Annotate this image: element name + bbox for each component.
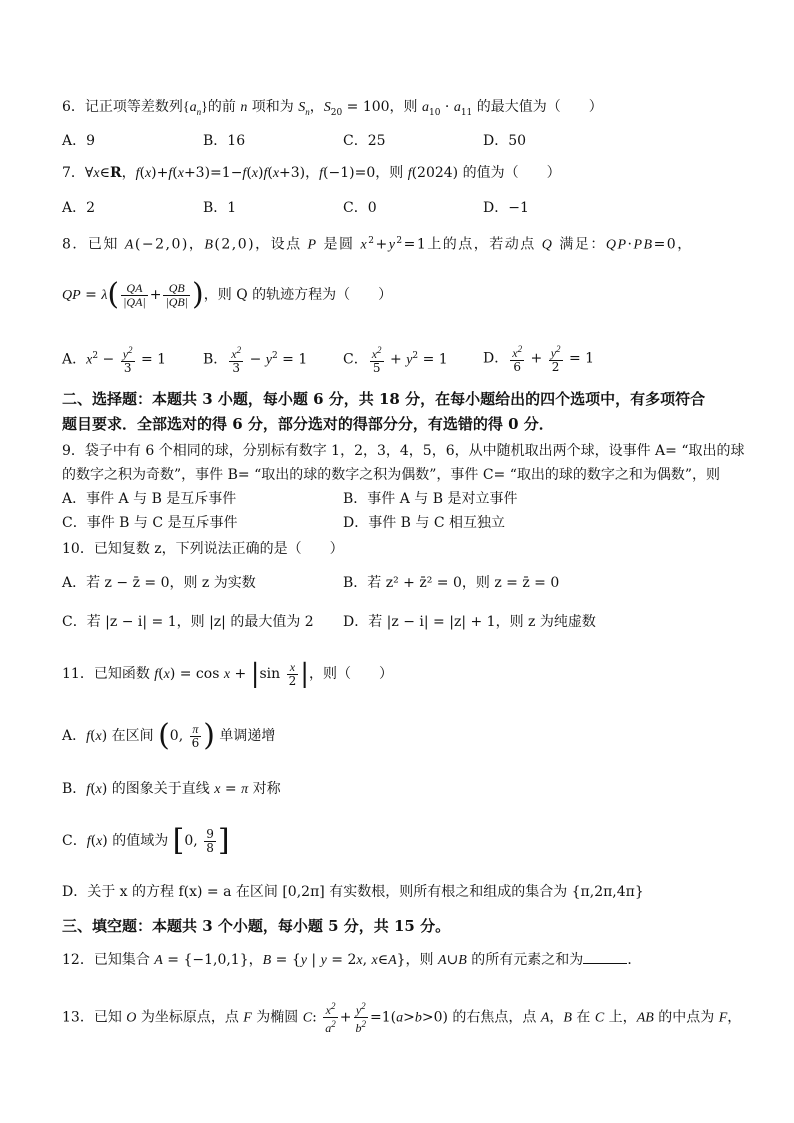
q9-option-a: A．事件 A 与 B 是互斥事件 — [62, 491, 237, 507]
section2-heading-line2: 题目要求．全部选对的得 6 分，部分选对的得部分分，有选错的得 0 分． — [62, 415, 554, 433]
q9-option-c: C．事件 B 与 C 是互斥事件 — [62, 515, 238, 531]
q10-option-c: C．若 |z − i| = 1，则 |z| 的最大值为 2 — [62, 614, 314, 630]
q9-option-b: B．事件 A 与 B 是对立事件 — [343, 491, 518, 507]
q7-option-a: A．2 — [62, 200, 96, 216]
q8-stem-line2: QP = λ( $\frac{QA}{|QA|}$ + $\frac{QB}{|QB|}$ )，则 Q 的轨迹方程为（ ） — [62, 277, 393, 312]
section3-heading: 三、填空题：本题共 3 个小题，每小题 5 分，共 15 分。 — [62, 917, 451, 935]
q10-stem: 10．已知复数 z，下列说法正确的是（ ） — [62, 541, 344, 557]
q8-option-a: A．$x^2$ − $\frac{y^2}{3}$ = 1 — [62, 345, 167, 376]
q8-option-d: D． $\frac{x^2}{6}$ + $\frac{y^2}{2}$ = 1 — [483, 344, 595, 374]
q6-option-a: A．9 — [62, 133, 96, 149]
q10-option-b: B．若 z² + z̄² = 0，则 z = z̄ = 0 — [343, 575, 560, 591]
q10-option-d: D．若 |z − i| = |z| + 1，则 z 为纯虚数 — [343, 614, 596, 630]
q6-stem: 6．记正项等差数列$\{a_n\}$的前 n 项和为 $S_n$，$S_{20} = 100$，则 $a_{10} \cdot a_{11}$ 的最大值为（ ） — [62, 99, 603, 118]
q13-stem: 13．已知 O 为坐标原点，点 F 为椭圆 C: $\frac{x^2}{a^2}$ + $\frac{y^2}{b^2}$ =1(a>b>0) 的右焦点，点 A，B 在 C 上，AB 的中点为 F， — [62, 1001, 742, 1035]
q7-option-d: D．−1 — [483, 200, 529, 216]
q9-stem-line1: 9．袋子中有 6 个相同的球，分别标有数字 1，2，3，4，5，6，从中随机取出两个球，设事件 A= “取出的球 — [62, 443, 745, 459]
q11-stem: 11．已知函数 f(x) = cos x + |sin $\frac{x}{2}$ |，则（ ） — [62, 659, 394, 689]
answer-blank — [583, 949, 627, 964]
q6-option-b: B．16 — [203, 133, 246, 149]
q7-stem: 7．∀x∈R，f(x)+f(x+3)=1−f(x)f(x+3)，f(−1)=0，则 f(2024) 的值为（ ） — [62, 165, 561, 181]
q11-option-d: D．关于 x 的方程 f(x) = a 在区间 [0,2π] 有实数根，则所有根之和组成的集合为 {π,2π,4π} — [62, 884, 644, 900]
q7-option-b: B．1 — [203, 200, 237, 216]
q8-option-b: B． $\frac{x^2}{3}$ − $y^2 = 1$ — [203, 345, 308, 376]
q8-stem-line1: 8．已知 A(−2,0)，B(2,0)，设点 P 是圆 $x^2+y^2=1$上的点，若动点 Q 满足：QP·PB=0， — [62, 236, 693, 253]
q12-stem: 12．已知集合 A = {−1,0,1}，B = {y | y = 2x, x∈A}，则 A∪B 的所有元素之和为 ． — [62, 949, 641, 971]
q6-option-c: C．25 — [343, 133, 386, 149]
q11-option-c: C．f(x) 的值域为 [0, $\frac{9}{8}$ ] — [62, 823, 230, 858]
q11-option-b: B．f(x) 的图象关于直线 x = π 对称 — [62, 781, 281, 797]
q8-option-c: C． $\frac{x^2}{5}$ + $y^2 = 1$ — [343, 345, 448, 376]
q9-stem-line2: 的数字之积为奇数”，事件 B= “取出的球的数字之积为偶数”，事件 C= “取出的球的数字之和为偶数”，则 — [62, 467, 721, 483]
q11-option-a: A．f(x) 在区间 (0, $\frac{\pi}{6}$ ) 单调递增 — [62, 718, 276, 753]
q10-option-a: A．若 z − z̄ = 0，则 z 为实数 — [62, 575, 256, 591]
q6-option-d: D．50 — [483, 133, 527, 149]
q7-option-c: C．0 — [343, 200, 377, 216]
q9-option-d: D．事件 B 与 C 相互独立 — [343, 515, 506, 531]
section2-heading-line1: 二、选择题：本题共 3 小题，每小题 6 分，共 18 分，在每小题给出的四个选项中，有多项符合 — [62, 390, 706, 408]
